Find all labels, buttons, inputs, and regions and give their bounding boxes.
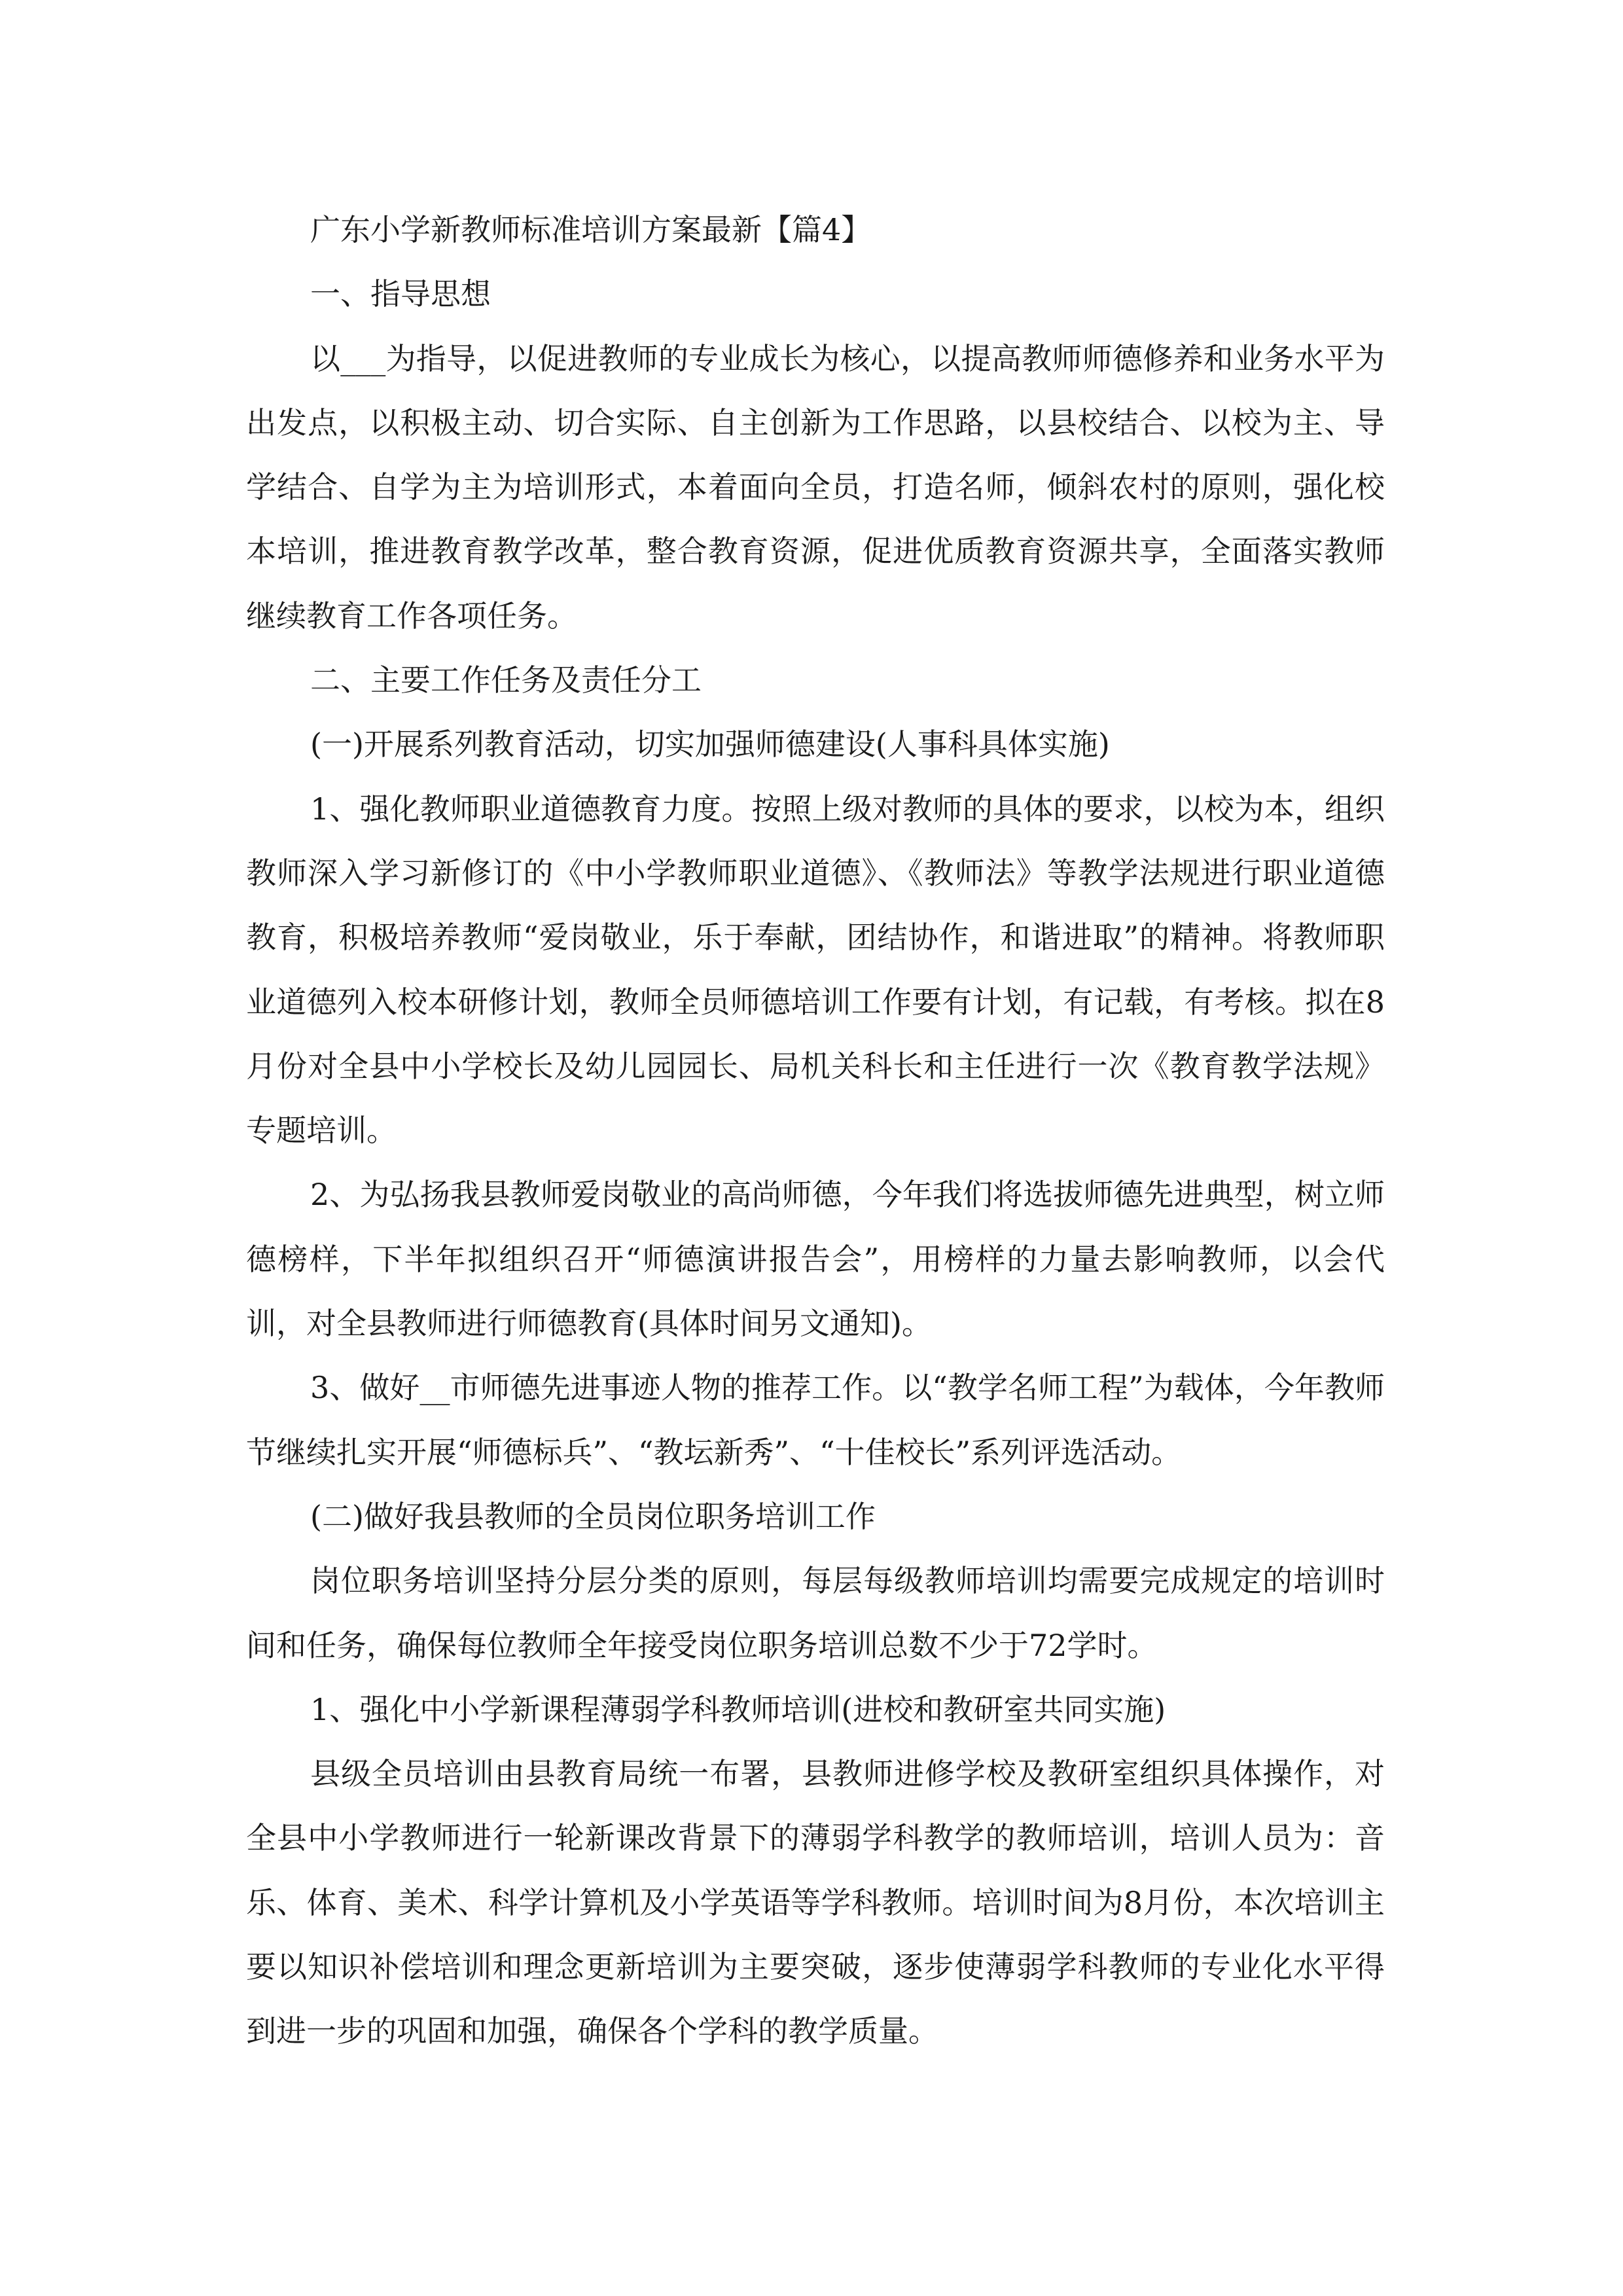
paragraph-guiding-ideology: 以___为指导，以促进教师的专业成长为核心，以提高教师师德修养和业务水平为出发点，以积极主动、切合实际、自主创新为工作思路，以县校结合、以校为主、导学结合、自学为主为培训形式，本着面向全员，打造名师，倾斜农村的原则，强化校本培训，推进教育教学改革，整合教育资源，促进优质教育资源共享，全面落实教师继续教育工作各项任务。: [246, 340, 1385, 634]
paragraph-ethics-1: 1、强化教师职业道德教育力度。按照上级对教师的具体的要求，以校为本，组织教师深入学习新修订的《中小学教师职业道德》、《教师法》等教学法规进行职业道德教育，积极培养教师“爱岗敬业，乐于奉献，团结协作，和谐进取”的精神。将教师职业道德列入校本研修计划，教师全员师德培训工作要有计划，有记载，有考核。拟在8月份对全县中小学校长及幼儿园园长、局机关科长和主任进行一次《教育教学法规》专题培训。: [246, 791, 1385, 1149]
section-heading-main-tasks: 二、主要工作任务及责任分工: [310, 662, 702, 698]
paragraph-ethics-3: 3、做好__市师德先进事迹人物的推荐工作。以“教学名师工程”为载体，今年教师节继续扎实开展“师德标兵”、“教坛新秀”、“十佳校长”系列评选活动。: [246, 1370, 1385, 1470]
document-body: [246, 198, 1385, 2064]
paragraph-weak-subjects-heading: 1、强化中小学新课程薄弱学科教师培训(进校和教研室共同实施): [310, 1691, 1166, 1727]
paragraph-weak-subjects: 县级全员培训由县教育局统一布署，县教师进修学校及教研室组织具体操作，对全县中小学教师进行一轮新课改背景下的薄弱学科教学的教师培训，培训人员为：音乐、体育、美术、科学计算机及小学英语等学科教师。培训时间为8月份，本次培训主要以知识补偿培训和理念更新培训为主要突破，逐步使薄弱学科教师的专业化水平得到进一步的巩固和加强，确保各个学科的教学质量。: [246, 1756, 1385, 2049]
subsection-heading-ethics: (一)开展系列教育活动，切实加强师德建设(人事科具体实施): [310, 726, 1110, 762]
paragraph-job-training: 岗位职务培训坚持分层分类的原则，每层每级教师培训均需要完成规定的培训时间和任务，确保每位教师全年接受岗位职务培训总数不少于72学时。: [246, 1563, 1385, 1663]
document-title: 广东小学新教师标准培训方案最新【篇4】: [310, 212, 872, 247]
section-heading-guiding-ideology: 一、指导思想: [310, 276, 491, 312]
subsection-heading-job-training: (二)做好我县教师的全员岗位职务培训工作: [310, 1498, 876, 1534]
paragraph-ethics-2: 2、为弘扬我县教师爱岗敬业的高尚师德，今年我们将选拔师德先进典型，树立师德榜样，下半年拟组织召开“师德演讲报告会”，用榜样的力量去影响教师，以会代训，对全县教师进行师德教育(具体时间另文通知)。: [246, 1177, 1385, 1342]
